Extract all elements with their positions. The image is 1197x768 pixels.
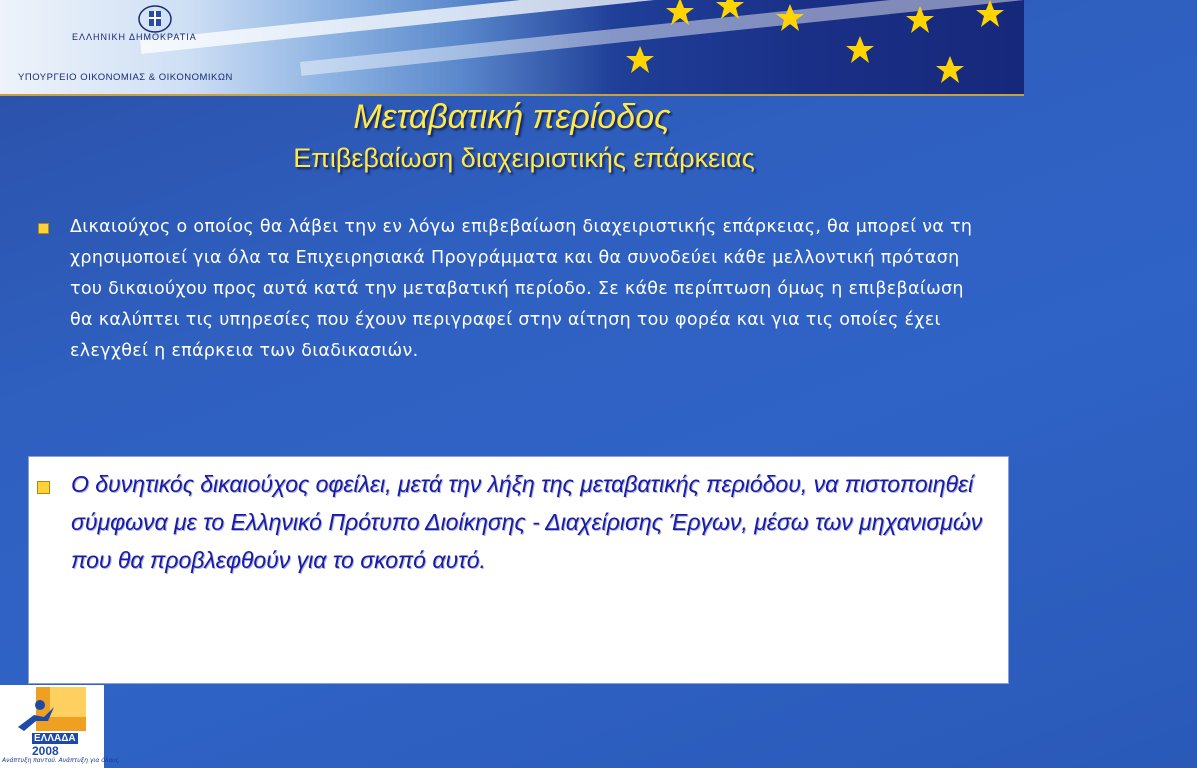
- highlight-box: [28, 456, 1009, 684]
- paragraph-1-text: Δικαιούχος ο οποίος θα λάβει την εν λόγω επιβεβαίωση διαχειριστικής επάρκειας, θα μπορεί να τη χρησιμοποιεί για όλα τα Επιχειρησιακά Προγράμματα και θα συνοδεύει κάθε μελλοντική πρόταση του δικαιούχου προς αυτά κατά την μεταβατική περίοδο. Σε κάθε περίπτωση όμως η επιβεβαίωση θα καλύπτει τις υπηρεσίες που έχουν περιγραφεί στην αίτηση του φορέα και για τις οποίες έχει ελεγχθεί η επάρκεια των διαδικασιών.: [70, 217, 973, 361]
- bullet-square-icon: [38, 223, 49, 234]
- header-divider: [0, 94, 1024, 96]
- slide-subtitle: Επιβεβαίωση διαχειριστικής επάρκειας: [293, 143, 755, 173]
- ministry-label: ΥΠΟΥΡΓΕΙΟ ΟΙΚΟΝΟΜΙΑΣ & ΟΙΚΟΝΟΜΙΚΩΝ: [18, 72, 233, 83]
- greek-emblem-icon: [135, 4, 175, 34]
- slide-title: Μεταβατική περίοδος: [353, 98, 671, 136]
- bullet-paragraph-1: [38, 212, 978, 367]
- logo-year: 2008: [32, 744, 59, 758]
- paragraph-2-text: Ο δυνητικός δικαιούχος οφείλει, μετά την λήξη της μεταβατικής περιόδου, να πιστοποιηθεί σύμφωνα με το Ελληνικό Πρότυπο Διοίκησης - Διαχείρισης Έργων, μέσω των μηχανισμών που θα προβλεφθούν για το σκοπό αυτό.: [71, 471, 983, 573]
- header-banner: [0, 0, 1024, 95]
- logo-name: ΕΛΛΑΔΑ: [34, 733, 76, 744]
- bullet-square-icon: [37, 481, 50, 494]
- greece-2008-logo: [0, 685, 120, 768]
- logo-figure-icon: [10, 687, 94, 739]
- eu-stars-icon: [620, 0, 1024, 95]
- republic-label: ΕΛΛΗΝΙΚΗ ΔΗΜΟΚΡΑΤΙΑ: [72, 32, 197, 42]
- logo-tagline: Ανάπτυξη παντού. Ανάπτυξη για όλους: [2, 757, 120, 764]
